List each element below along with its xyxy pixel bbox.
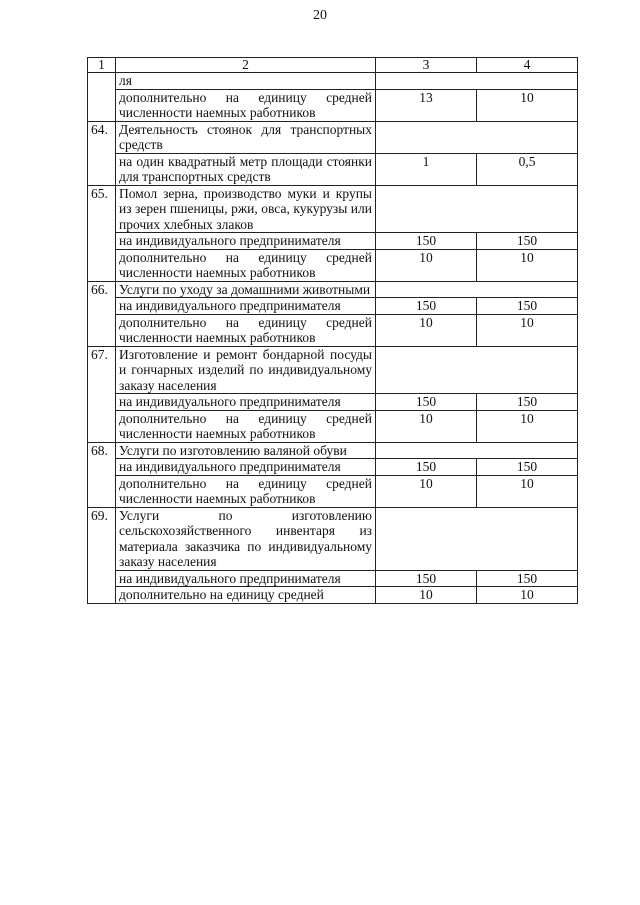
rate-description: на один квадратный метр площади стоянки для транспортных средств xyxy=(116,153,376,185)
table-row xyxy=(88,442,578,459)
table-body xyxy=(88,73,578,604)
rate-description: дополнительно на единицу средней xyxy=(116,587,376,604)
column-3-value: 10 xyxy=(376,587,477,604)
row-number: 64. xyxy=(88,121,116,185)
activity-title: Помол зерна, производство муки и крупы из зерен пшеницы, ржи, овса, кукурузы или прочих хлебных злаков xyxy=(116,185,376,233)
column-4-value: 150 xyxy=(477,233,578,250)
rate-description: дополнительно на единицу средней численности наемных работников xyxy=(116,249,376,281)
column-3-value: 13 xyxy=(376,89,477,121)
table-row xyxy=(88,249,578,281)
column-4-value: 10 xyxy=(477,475,578,507)
table-row xyxy=(88,281,578,298)
rate-description: дополнительно на единицу средней численности наемных работников xyxy=(116,314,376,346)
activity-title: Услуги по изготовлению валяной обуви xyxy=(116,442,376,459)
empty-cell xyxy=(376,346,578,394)
empty-cell xyxy=(376,442,578,459)
row-number: 69. xyxy=(88,507,116,603)
empty-cell xyxy=(376,281,578,298)
column-3-value: 10 xyxy=(376,314,477,346)
header-row xyxy=(88,58,578,73)
page-number: 20 xyxy=(313,8,327,23)
table-row xyxy=(88,153,578,185)
empty-cell xyxy=(376,507,578,570)
table-row xyxy=(88,410,578,442)
row-number: 66. xyxy=(88,281,116,346)
column-4-value: 10 xyxy=(477,249,578,281)
column-4-value: 150 xyxy=(477,459,578,476)
column-4-value: 10 xyxy=(477,587,578,604)
column-4-value: 150 xyxy=(477,394,578,411)
row-number xyxy=(88,73,116,122)
column-3-value: 10 xyxy=(376,410,477,442)
column-3-value: 10 xyxy=(376,475,477,507)
table-row xyxy=(88,475,578,507)
table-row xyxy=(88,570,578,587)
column-4-value: 10 xyxy=(477,314,578,346)
row-number: 65. xyxy=(88,185,116,281)
row-number: 67. xyxy=(88,346,116,442)
table-row xyxy=(88,185,578,233)
rate-description: дополнительно на единицу средней численности наемных работников xyxy=(116,475,376,507)
activity-title: ля xyxy=(116,73,376,90)
column-4-value: 150 xyxy=(477,570,578,587)
column-header: 4 xyxy=(477,58,578,73)
empty-cell xyxy=(376,121,578,153)
rate-description: на индивидуального предпринимателя xyxy=(116,459,376,476)
activity-title: Деятельность стоянок для транспортных средств xyxy=(116,121,376,153)
column-header: 1 xyxy=(88,58,116,73)
column-3-value: 10 xyxy=(376,249,477,281)
activity-title: Изготовление и ремонт бондарной посуды и гончарных изделий по индивидуальному заказу населения xyxy=(116,346,376,394)
table-row xyxy=(88,587,578,604)
activity-title: Услуги по изготовлению сельскохозяйственного инвентаря из материала заказчика по индивидуальному заказу населения xyxy=(116,507,376,570)
rate-description: дополнительно на единицу средней численности наемных работников xyxy=(116,89,376,121)
rate-description: дополнительно на единицу средней численности наемных работников xyxy=(116,410,376,442)
table-row xyxy=(88,89,578,121)
empty-cell xyxy=(376,73,578,90)
rate-description: на индивидуального предпринимателя xyxy=(116,570,376,587)
table-row xyxy=(88,459,578,476)
table-row xyxy=(88,233,578,250)
table-row xyxy=(88,121,578,153)
empty-cell xyxy=(376,185,578,233)
rate-description: на индивидуального предпринимателя xyxy=(116,233,376,250)
column-header: 3 xyxy=(376,58,477,73)
column-3-value: 150 xyxy=(376,394,477,411)
column-3-value: 150 xyxy=(376,233,477,250)
table-row xyxy=(88,73,578,90)
column-3-value: 150 xyxy=(376,570,477,587)
rate-description: на индивидуального предпринимателя xyxy=(116,298,376,315)
column-3-value: 150 xyxy=(376,298,477,315)
table-row xyxy=(88,394,578,411)
row-number: 68. xyxy=(88,442,116,507)
column-3-value: 150 xyxy=(376,459,477,476)
table-row xyxy=(88,507,578,570)
column-4-value: 10 xyxy=(477,89,578,121)
column-3-value: 1 xyxy=(376,153,477,185)
column-header: 2 xyxy=(116,58,376,73)
table-row xyxy=(88,314,578,346)
column-4-value: 10 xyxy=(477,410,578,442)
rate-description: на индивидуального предпринимателя xyxy=(116,394,376,411)
tariff-table xyxy=(87,57,578,604)
table-row xyxy=(88,346,578,394)
table-row xyxy=(88,298,578,315)
column-4-value: 0,5 xyxy=(477,153,578,185)
column-4-value: 150 xyxy=(477,298,578,315)
activity-title: Услуги по уходу за домашними животными xyxy=(116,281,376,298)
